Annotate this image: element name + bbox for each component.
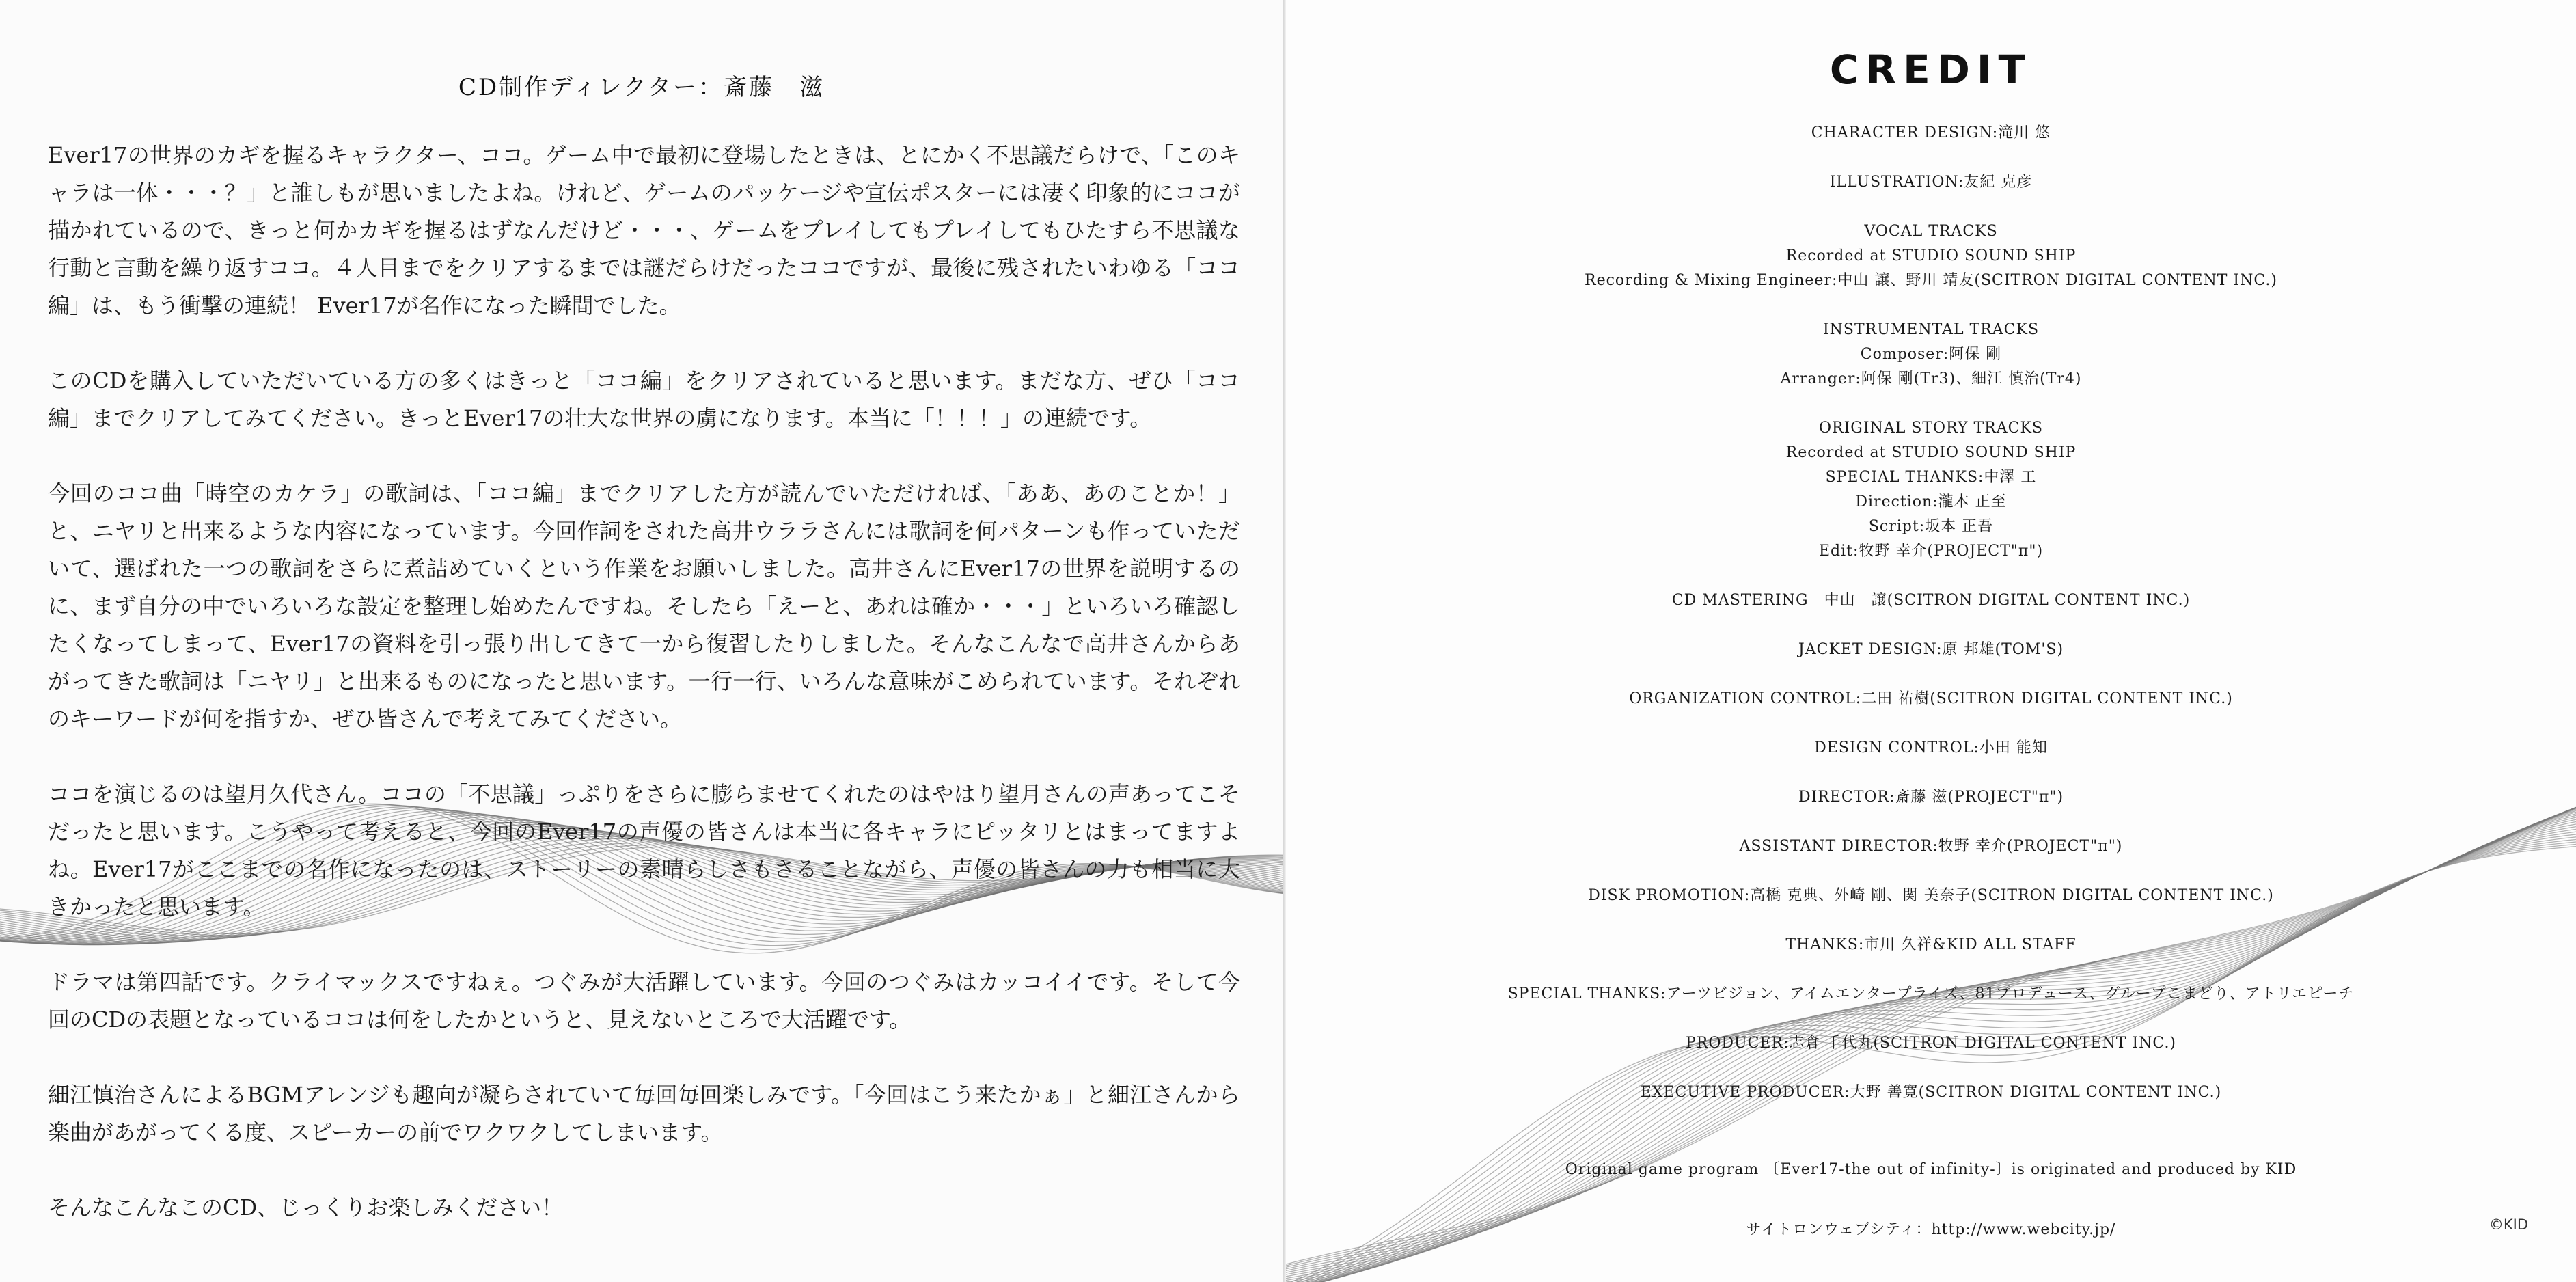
essay-paragraph: ドラマは第四話です。クライマックスですねぇ。つぐみが大活躍しています。今回のつぐみはカッコイイです。そして今回のCDの表題となっているココは何をしたかというと、見えないところで大活躍です。: [48, 969, 1240, 1033]
credit-line: Recorded at STUDIO SOUND SHIP: [1785, 247, 2077, 264]
credit-line: DISK PROMOTION:高橋 克典、外崎 剛、関 美奈子(SCITRON DIGITAL CONTENT INC.): [1588, 887, 2274, 904]
credit-block: [1286, 1080, 2576, 1105]
credit-block: [1286, 736, 2576, 761]
credit-line: CD MASTERING 中山 譲(SCITRON DIGITAL CONTENT INC.): [1671, 592, 2191, 609]
credit-page: [1286, 0, 2576, 1282]
credit-line: CHARACTER DESIGN:滝川 悠: [1811, 124, 2051, 141]
credit-block: [1286, 785, 2576, 810]
credit-line: ORGANIZATION CONTROL:二田 祐樹(SCITRON DIGITAL CONTENT INC.): [1629, 690, 2233, 707]
credit-line: DIRECTOR:斎藤 滋(PROJECT"π"): [1798, 789, 2064, 806]
credit-line: ILLUSTRATION:友紀 克彦: [1829, 174, 2033, 191]
credit-block: [1286, 1031, 2576, 1056]
credit-block: [1286, 121, 2576, 146]
copyright-notice: ©KID: [2489, 1216, 2528, 1233]
essay-body: [48, 137, 1240, 1264]
credit-block: [1286, 318, 2576, 392]
credit-block: [1286, 933, 2576, 957]
credit-line: Recorded at STUDIO SOUND SHIP: [1785, 444, 2077, 461]
credit-line: Arranger:阿保 剛(Tr3)、細江 慎治(Tr4): [1780, 370, 2082, 387]
credit-line: EXECUTIVE PRODUCER:大野 善寛(SCITRON DIGITAL CONTENT INC.): [1640, 1084, 2222, 1101]
credit-block: [1286, 834, 2576, 859]
credit-line: THANKS:市川 久祥&KID ALL STAFF: [1785, 936, 2077, 953]
credit-list: [1286, 121, 2576, 1130]
credit-line: DESIGN CONTROL:小田 能知: [1814, 739, 2048, 756]
credit-line: ORIGINAL STORY TRACKS: [1819, 420, 2043, 437]
credit-block: [1286, 170, 2576, 195]
credit-line: INSTRUMENTAL TRACKS: [1822, 321, 2040, 338]
credit-block: [1286, 588, 2576, 613]
credit-line: Script:坂本 正吾: [1868, 518, 1994, 535]
credit-line: VOCAL TRACKS: [1864, 223, 1998, 240]
credit-block: [1286, 416, 2576, 564]
essay-title: CD制作ディレクター：斎藤 滋: [458, 74, 825, 101]
credit-line: ASSISTANT DIRECTOR:牧野 幸介(PROJECT"π"): [1739, 838, 2123, 855]
essay-paragraph: このCDを購入していただいている方の多くはきっと「ココ編」をクリアされていると思います。まだな方、ぜひ「ココ編」までクリアしてみてください。きっとEver17の壮大な世界の虜になります。本当に「！！！」の連続です。: [48, 368, 1240, 431]
credit-line: Recording & Mixing Engineer:中山 譲、野川 靖友(SCITRON DIGITAL CONTENT INC.): [1585, 272, 2277, 289]
credit-line: SPECIAL THANKS:中澤 工: [1825, 469, 2037, 486]
essay-page: [0, 0, 1283, 1282]
credit-line: Edit:牧野 幸介(PROJECT"π"): [1818, 543, 2044, 560]
credit-line: SPECIAL THANKS:アーツビジョン、アイムエンタープライズ、81プロデュース、グループこまどり、アトリエピーチ: [1507, 985, 2355, 1003]
credit-block: [1286, 638, 2576, 662]
credit-line: PRODUCER:志倉 千代丸(SCITRON DIGITAL CONTENT INC.): [1685, 1035, 2177, 1052]
essay-paragraph: 細江慎治さんによるBGMアレンジも趣向が凝らされていて毎回毎回楽しみです。「今回はこう来たかぁ」と細江さんから楽曲があがってくる度、スピーカーの前でワクワクしてしまいます。: [48, 1082, 1240, 1145]
credit-block: [1286, 982, 2576, 1007]
essay-paragraph: Ever17の世界のカギを握るキャラクター、ココ。ゲーム中で最初に登場したときは、とにかく不思議だらけで、「このキャラは一体・・・？」と誰しもが思いましたよね。けれど、ゲームのパッケージや宣伝ポスターには凄く印象的にココが描かれているので、きっと何かカギを握るはずなんだけど・・・、ゲームをプレイしてもプレイしてもひたすら不思議な行動と言動を繰り返すココ。４人目までをクリアするまでは謎だらけだったココですが、最後に残されたいわゆる「ココ編」は、もう衝撃の連続！ Ever17が名作になった瞬間でした。: [48, 142, 1240, 318]
credit-block: [1286, 884, 2576, 908]
credit-heading: CREDIT: [1829, 46, 2033, 93]
website-link[interactable]: サイトロンウェブシティ：http://www.webcity.jp/: [1746, 1221, 2116, 1238]
credit-line: Composer:阿保 剛: [1860, 346, 2002, 363]
credit-block: [1286, 687, 2576, 711]
credit-line: Direction:瀧本 正至: [1855, 493, 2007, 510]
origin-note: Original game program 〔Ever17-the out of infinity-〕is originated and produced by KID: [1565, 1161, 2297, 1178]
credit-block: [1286, 219, 2576, 293]
essay-paragraph: そんなこんなこのCD、じっくりお楽しみください！: [48, 1195, 564, 1220]
essay-paragraph: 今回のココ曲「時空のカケラ」の歌詞は、「ココ編」までクリアした方が読んでいただければ、「ああ、あのことか！」と、ニヤリと出来るような内容になっています。今回作詞をされた高井ウララさんには歌詞を何パターンも作っていただいて、選ばれた一つの歌詞をさらに煮詰めていくという作業をお願いしました。高井さんにEver17の世界を説明するのに、まず自分の中でいろいろな設定を整理し始めたんですね。そしたら「えーと、あれは確か・・・」といろいろ確認したくなってしまって、Ever17の資料を引っ張り出してきて一から復習したりしました。そんなこんなで高井さんからあがってきた歌詞は「ニヤリ」と出来るものになったと思います。一行一行、いろんな意味がこめられています。それぞれのキーワードが何を指すか、ぜひ皆さんで考えてみてください。: [48, 480, 1240, 732]
essay-paragraph: ココを演じるのは望月久代さん。ココの「不思議」っぷりをさらに膨らませてくれたのはやはり望月さんの声あってこそだったと思います。こうやって考えると、今回のEver17の声優の皆さんは本当に各キャラにピッタリとはまってますよね。Ever17がここまでの名作になったのは、ストーリーの素晴らしさもさることながら、声優の皆さんの力も相当に大きかったと思います。: [48, 781, 1240, 920]
credit-line: JACKET DESIGN:原 邦雄(TOM'S): [1798, 641, 2064, 658]
